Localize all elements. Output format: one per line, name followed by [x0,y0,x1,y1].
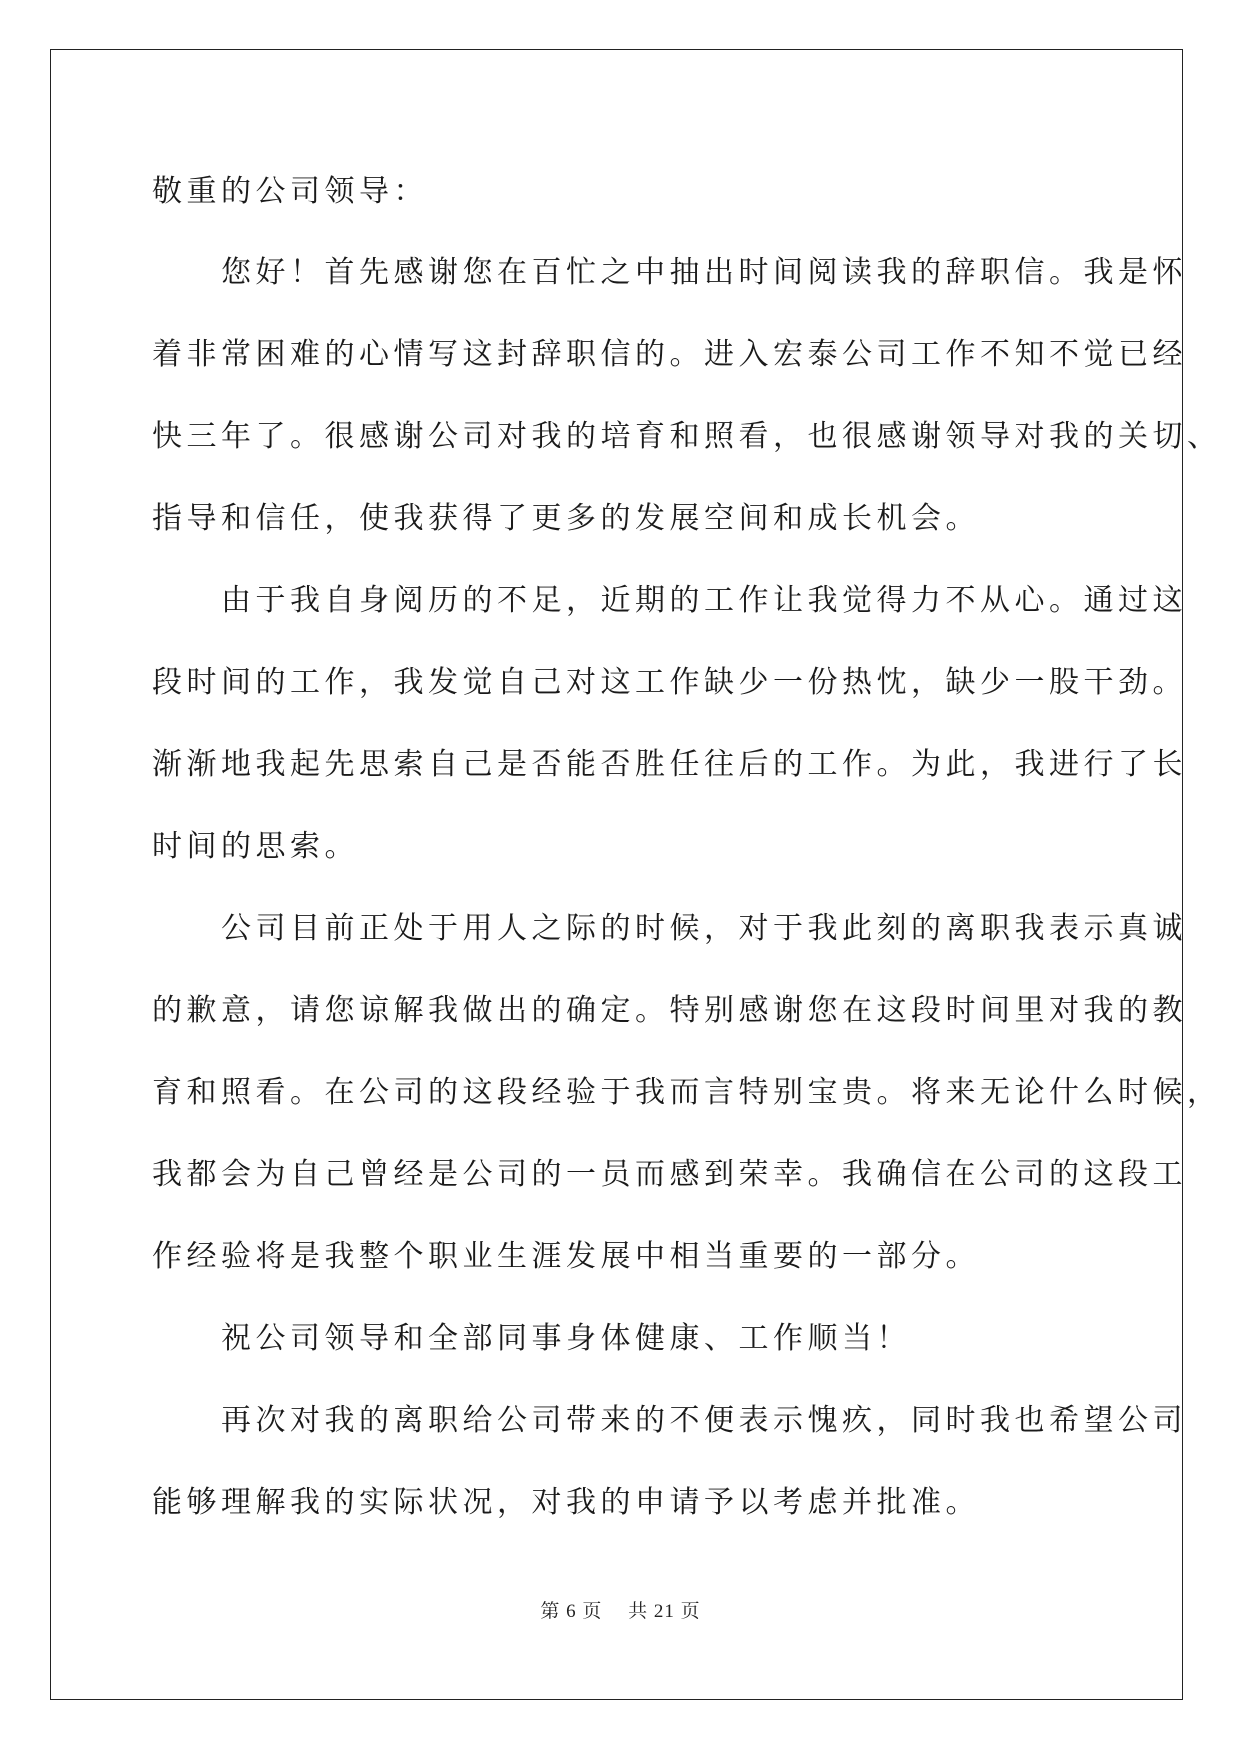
page-footer [0,1596,1241,1623]
text-line: 我都会为自己曾经是公司的一员而感到荣幸。我确信在公司的这段工 [152,1157,1187,1192]
page-total: 共 21 页 [628,1601,701,1622]
text-line: 的歉意，请您谅解我做出的确定。特别感谢您在这段时间里对我的教 [152,993,1187,1028]
text-line: 育和照看。在公司的这段经验于我而言特别宝贵。将来无论什么时候， [152,1075,1222,1110]
text-line: 着非常困难的心情写这封辞职信的。进入宏泰公司工作不知不觉已经 [152,337,1187,372]
text-line: 公司目前正处于用人之际的时候，对于我此刻的离职我表示真诚 [152,911,1187,946]
letter-greeting: 敬重的公司领导： [152,174,428,209]
page-number: 第 6 页 [540,1601,603,1622]
text-line: 快三年了。很感谢公司对我的培育和照看，也很感谢领导对我的关切、 [152,419,1222,454]
text-line: 段时间的工作，我发觉自己对这工作缺少一份热忱，缺少一股干劲。 [152,665,1187,700]
text-line: 渐渐地我起先思索自己是否能否胜任往后的工作。为此，我进行了长 [152,747,1187,782]
text-line: 能够理解我的实际状况，对我的申请予以考虑并批准。 [152,1485,980,1520]
text-line: 您好！首先感谢您在百忙之中抽出时间阅读我的辞职信。我是怀 [152,255,1187,290]
text-line: 由于我自身阅历的不足，近期的工作让我觉得力不从心。通过这 [152,583,1187,618]
text-line: 再次对我的离职给公司带来的不便表示愧疚，同时我也希望公司 [152,1403,1187,1438]
text-line: 指导和信任，使我获得了更多的发展空间和成长机会。 [152,501,980,536]
text-line: 时间的思索。 [152,829,359,864]
text-line: 作经验将是我整个职业生涯发展中相当重要的一部分。 [152,1239,980,1274]
text-line: 祝公司领导和全部同事身体健康、工作顺当！ [152,1321,911,1356]
letter-body [152,152,1222,1544]
